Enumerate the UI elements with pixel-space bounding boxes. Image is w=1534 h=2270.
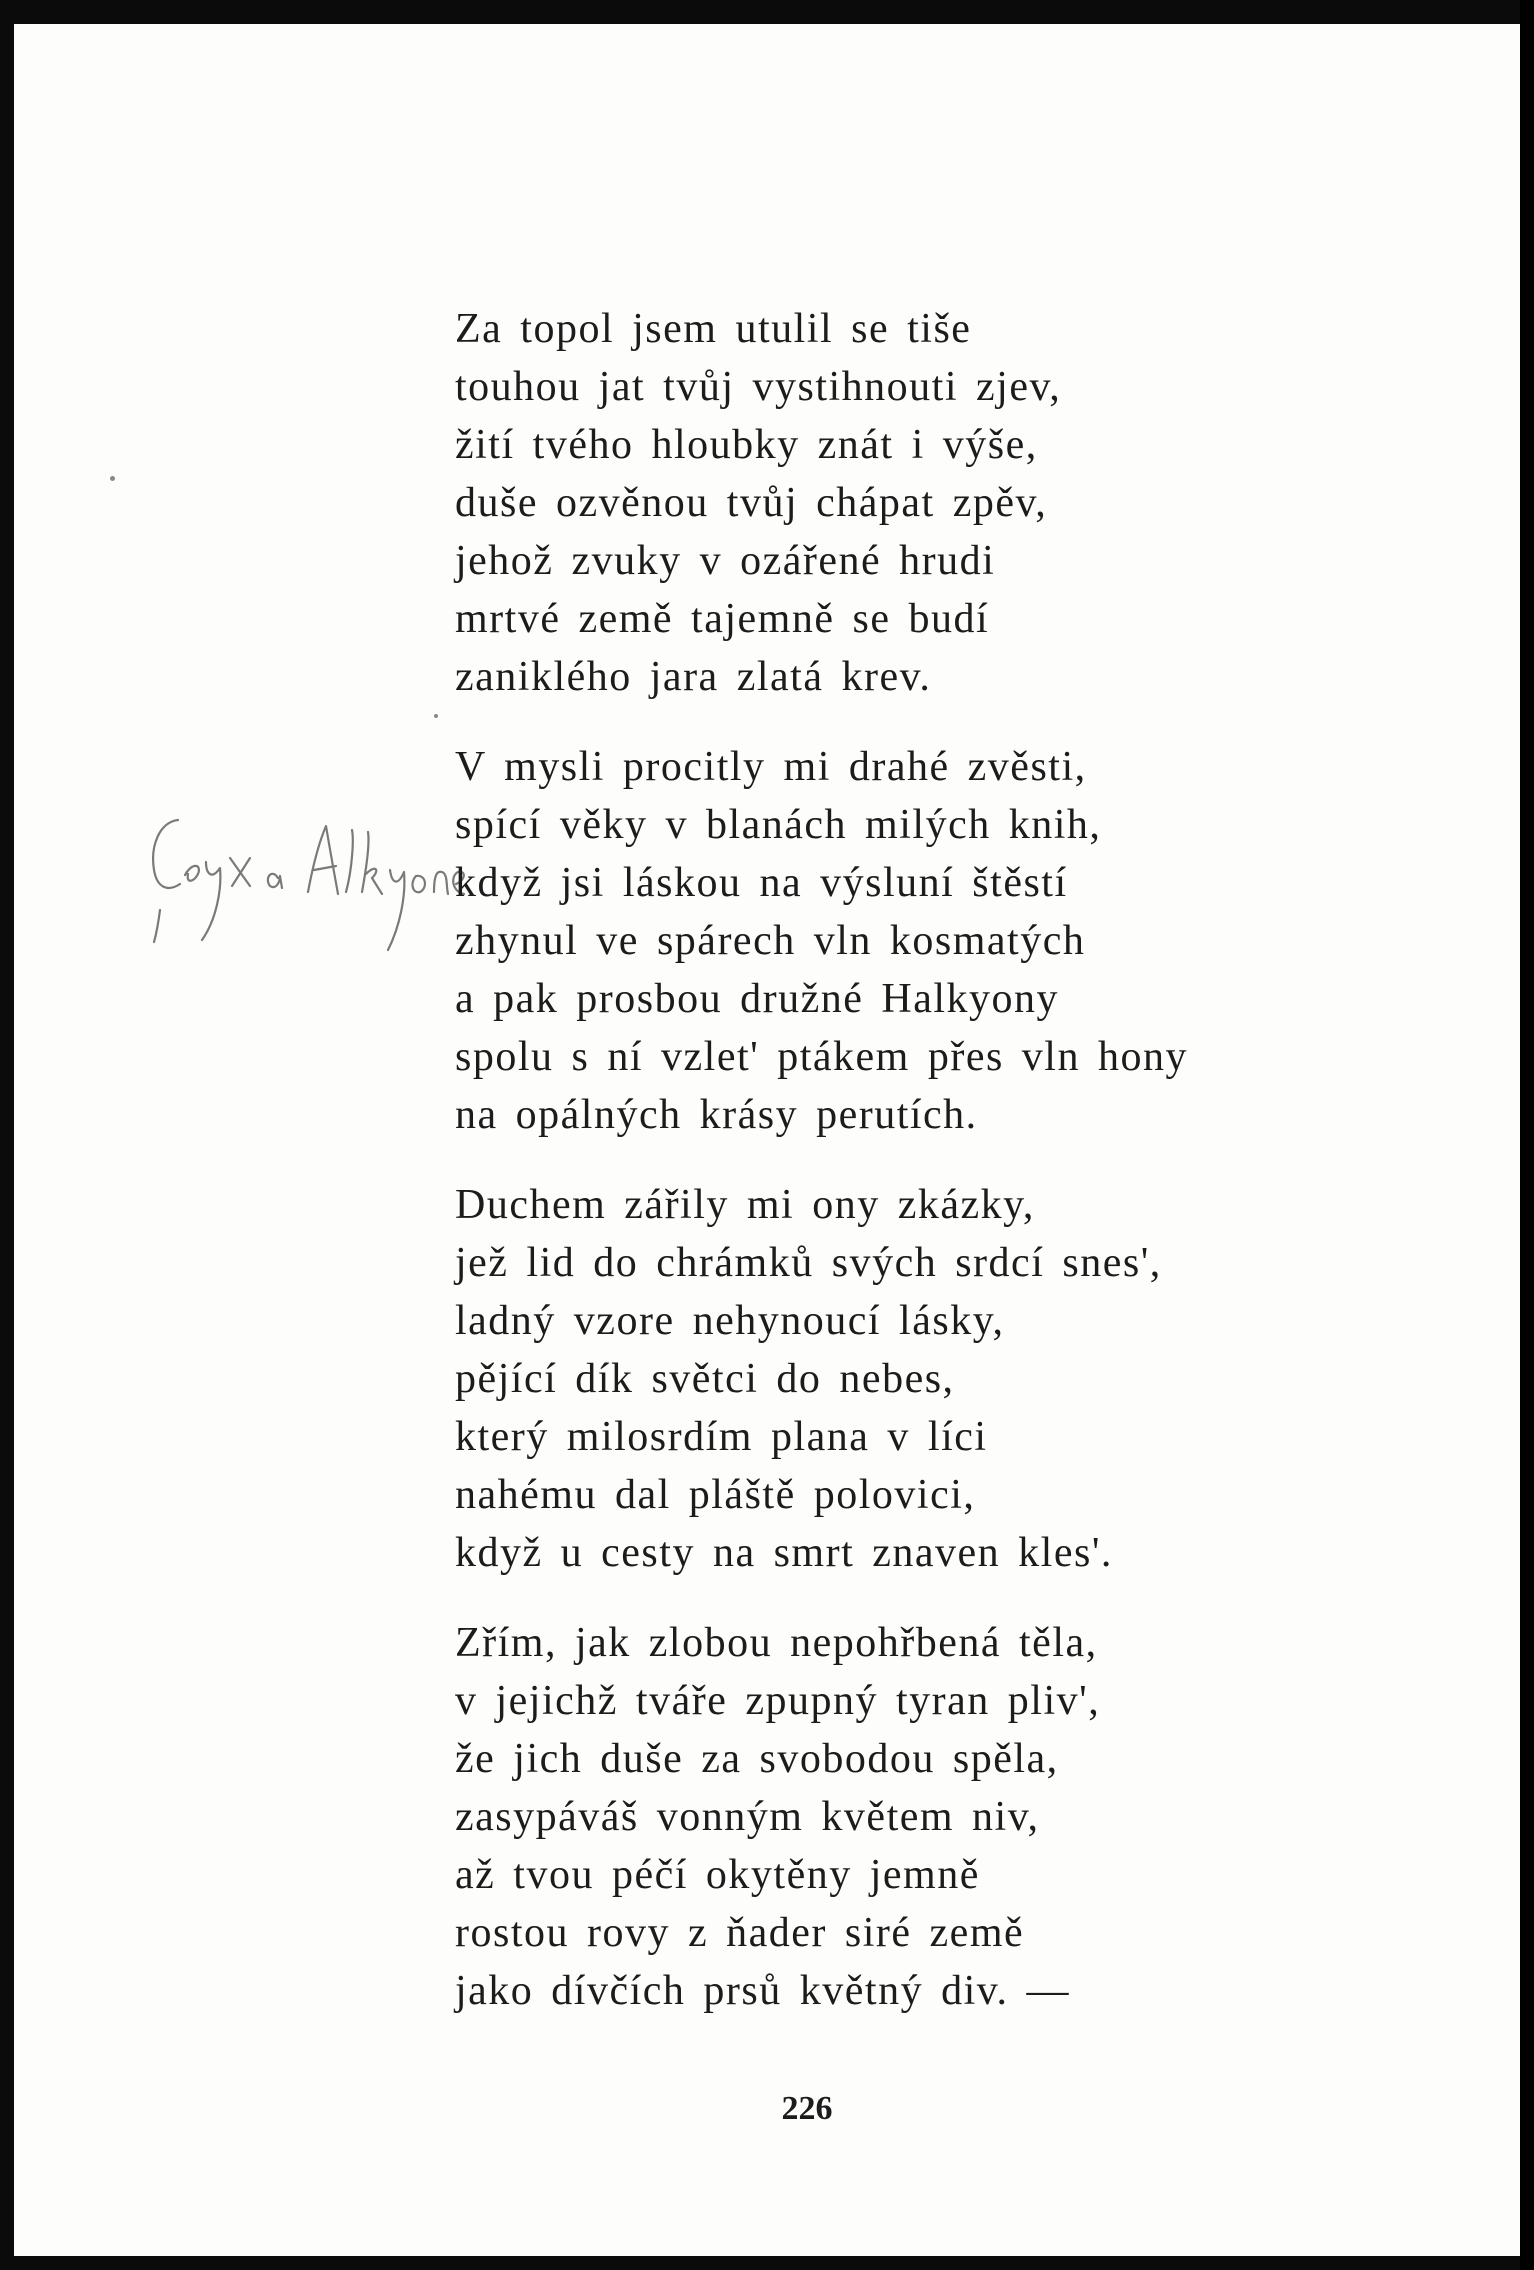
poem-line: mrtvé země tajemně se budí: [455, 596, 990, 642]
poem-line: jehož zvuky v ozářené hrudi: [455, 538, 996, 584]
poem-line: Duchem zářily mi ony zkázky,: [455, 1182, 1035, 1228]
poem-line: touhou jat tvůj vystihnouti zjev,: [455, 364, 1062, 410]
poem-line: že jich duše za svobodou spěla,: [455, 1736, 1059, 1782]
stanza: [455, 738, 1355, 1144]
paper-speck: [110, 476, 115, 481]
poem-line: pějící dík světci do nebes,: [455, 1356, 955, 1402]
scan-edge: [1520, 0, 1534, 2270]
poem-line: Za topol jsem utulil se tiše: [455, 306, 972, 352]
poem-line: na opálných krásy perutích.: [455, 1092, 978, 1138]
stanza: [455, 300, 1355, 706]
stanza: [455, 1176, 1355, 1582]
poem-line: Zřím, jak zlobou nepohřbená těla,: [455, 1620, 1098, 1666]
handwritten-signature-icon: [153, 820, 464, 950]
poem-line: spolu s ní vzlet' ptákem přes vln hony: [455, 1034, 1188, 1080]
stanza: [455, 1614, 1355, 2020]
poem-line: v jejichž tváře zpupný tyran pliv',: [455, 1678, 1101, 1724]
poem-line: duše ozvěnou tvůj chápat zpěv,: [455, 480, 1048, 526]
poem-line: zhynul ve spárech vln kosmatých: [455, 918, 1086, 964]
pencil-margin-note: [140, 800, 470, 960]
poem-line: nahému dal pláště polovici,: [455, 1472, 976, 1518]
page-number: 226: [781, 2090, 833, 2127]
poem-line: V mysli procitly mi drahé zvěsti,: [455, 744, 1087, 790]
poem-line: jako dívčích prsů květný div. —: [455, 1968, 1071, 2014]
poem-line: ladný vzore nehynoucí lásky,: [455, 1298, 1005, 1344]
paper-speck: [434, 714, 438, 718]
poem-line: rostou rovy z ňader siré země: [455, 1910, 1025, 1956]
poem-line: až tvou péčí okytěny jemně: [455, 1852, 980, 1898]
poem-line: jež lid do chrámků svých srdcí snes',: [455, 1240, 1162, 1286]
poem-line: když u cesty na smrt znaven kles'.: [455, 1530, 1113, 1576]
poem-line: spící věky v blanách milých knih,: [455, 802, 1102, 848]
poem-line: a pak prosbou družné Halkyony: [455, 976, 1060, 1022]
poem-line: žití tvého hloubky znát i výše,: [455, 422, 1038, 468]
poem-line: který milosrdím plana v líci: [455, 1414, 988, 1460]
poem-line: zaniklého jara zlatá krev.: [455, 654, 932, 700]
poem: [455, 300, 1355, 2052]
poem-line: když jsi láskou na výsluní štěstí: [455, 860, 1068, 906]
poem-line: zasypáváš vonným květem niv,: [455, 1794, 1040, 1840]
